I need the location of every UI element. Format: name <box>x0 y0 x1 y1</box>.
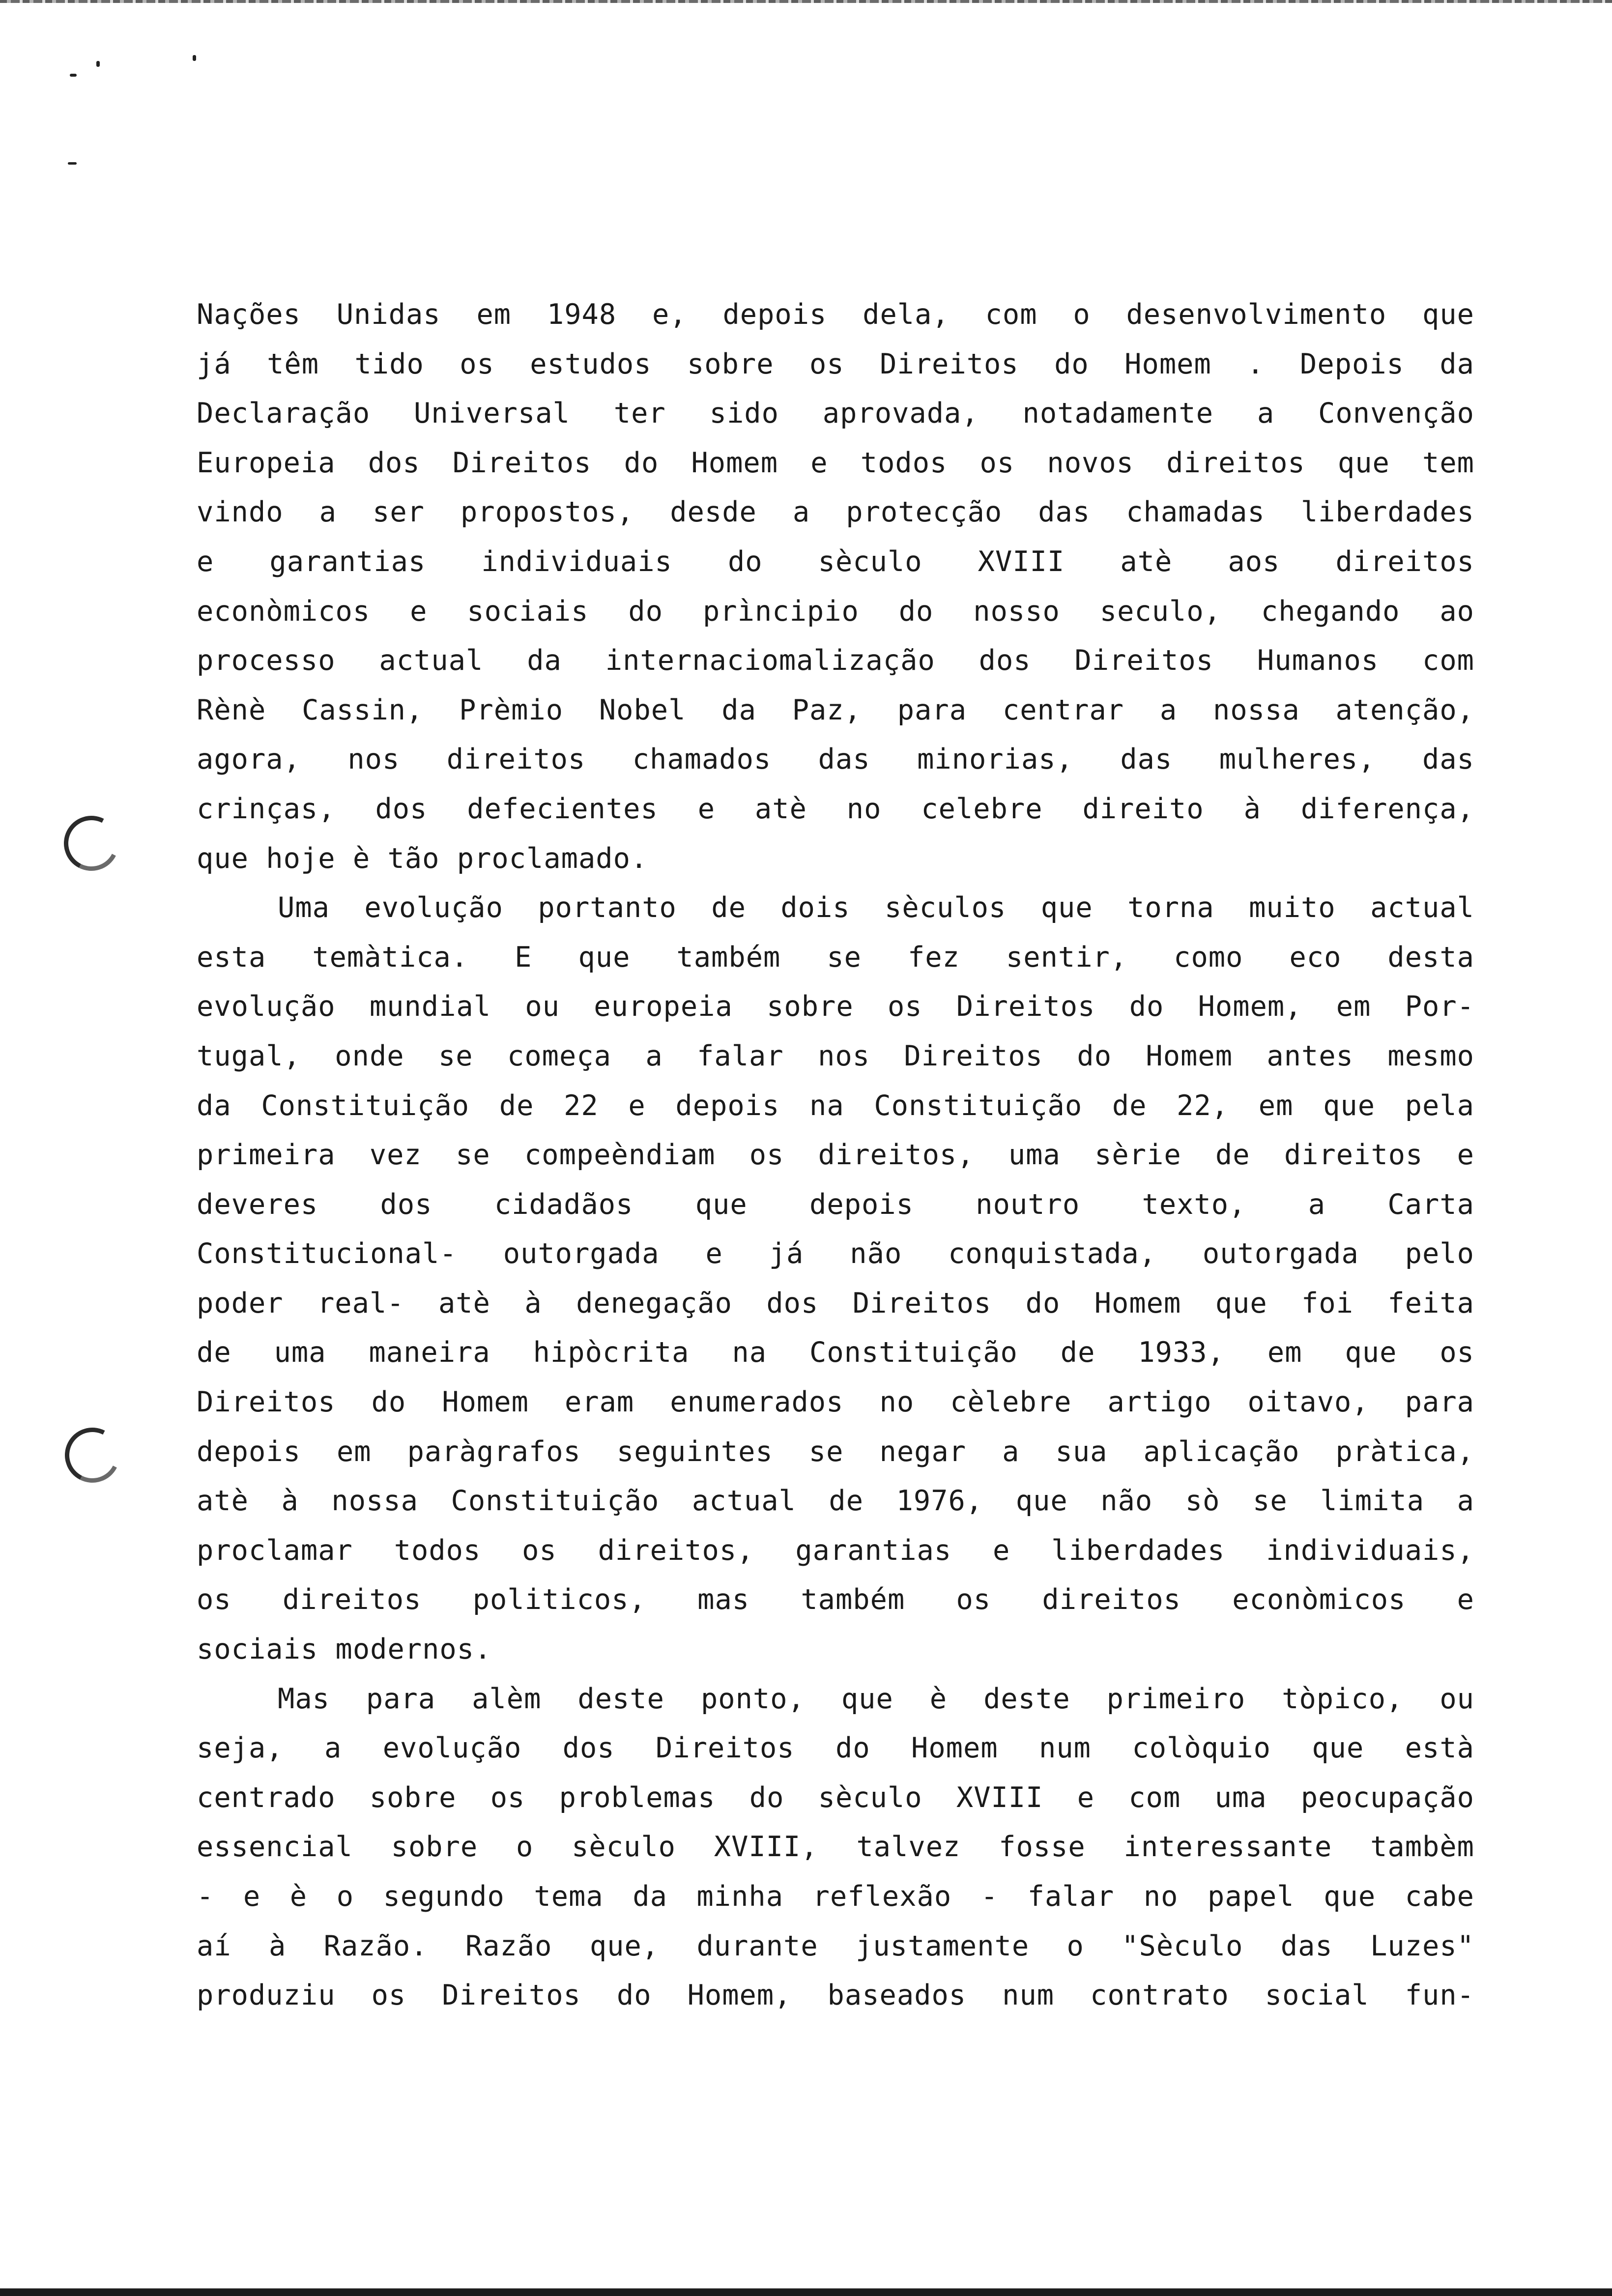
text-line: crinças, dos defecientes e atè no celebre direito à diferença, <box>197 792 1474 825</box>
text-line: atè à nossa Constituição actual de 1976, que não sò se limita a <box>197 1485 1474 1518</box>
scan-speck <box>68 162 77 165</box>
text-line: esta temàtica. E que também se fez sentir, como eco desta <box>197 941 1474 974</box>
text-line: Direitos do Homem eram enumerados no cèlebre artigo oitavo, para <box>197 1386 1474 1419</box>
text-line: processo actual da internaciomalização dos Direitos Humanos com <box>197 644 1474 677</box>
text-line: e garantias individuais do sèculo XVIII atè aos direitos <box>197 545 1474 578</box>
text-line: econòmicos e sociais do prìncipio do nosso seculo, chegando ao <box>197 595 1474 628</box>
text-line: Declaração Universal ter sido aprovada, notadamente a Convenção <box>197 397 1474 430</box>
text-line: proclamar todos os direitos, garantias e liberdades individuais, <box>197 1534 1474 1567</box>
text-line: depois em paràgrafos seguintes se negar a sua aplicação pràtica, <box>197 1435 1474 1468</box>
scan-bottom-edge <box>0 2285 1612 2296</box>
scan-top-edge <box>0 0 1612 3</box>
text-line: Constitucional- outorgada e já não conquistada, outorgada pelo <box>197 1237 1474 1270</box>
text-line: que hoje è tão proclamado. <box>197 842 648 875</box>
text-line: poder real- atè à denegação dos Direitos do Homem que foi feita <box>197 1287 1474 1320</box>
text-line: essencial sobre o sèculo XVIII, talvez fosse interessante tambèm <box>197 1831 1474 1864</box>
text-line: da Constituição de 22 e depois na Constituição de 22, em que pela <box>197 1089 1474 1122</box>
text-line: já têm tido os estudos sobre os Direitos do Homem . Depois da <box>197 347 1474 380</box>
text-line: aí à Razão. Razão que, durante justamente o "Sèculo das Luzes" <box>197 1929 1474 1962</box>
scan-speck <box>193 55 196 61</box>
text-line: deveres dos cidadãos que depois noutro texto, a Carta <box>197 1188 1474 1221</box>
punch-hole-mark <box>58 1420 127 1490</box>
text-line: tugal, onde se começa a falar nos Direitos do Homem antes mesmo <box>197 1039 1474 1072</box>
text-line: Rènè Cassin, Prèmio Nobel da Paz, para centrar a nossa atenção, <box>197 693 1474 726</box>
text-line: evolução mundial ou europeia sobre os Direitos do Homem, em Por- <box>197 990 1474 1023</box>
text-line: produziu os Direitos do Homem, baseados num contrato social fun- <box>197 1979 1474 2012</box>
text-line: vindo a ser propostos, desde a protecção das chamadas liberdades <box>197 496 1474 529</box>
text-line: de uma maneira hipòcrita na Constituição de 1933, em que os <box>197 1336 1474 1369</box>
text-line: sociais modernos. <box>197 1633 492 1666</box>
text-line: Mas para alèm deste ponto, que è deste primeiro tòpico, ou <box>278 1682 1474 1715</box>
text-line: primeira vez se compeèndiam os direitos, uma sèrie de direitos e <box>197 1139 1474 1172</box>
punch-hole-mark <box>57 808 126 878</box>
scan-speck <box>96 61 100 67</box>
scan-speck <box>70 74 77 77</box>
text-line: Europeia dos Direitos do Homem e todos os novos direitos que tem <box>197 446 1474 479</box>
text-line: Uma evolução portanto de dois sèculos que torna muito actual <box>278 891 1474 924</box>
text-line: - e è o segundo tema da minha reflexão - falar no papel que cabe <box>197 1880 1474 1913</box>
text-line: os direitos politicos, mas também os direitos econòmicos e <box>197 1583 1474 1616</box>
text-line: agora, nos direitos chamados das minorias, das mulheres, das <box>197 743 1474 776</box>
text-line: seja, a evolução dos Direitos do Homem num colòquio que està <box>197 1732 1474 1765</box>
text-line: centrado sobre os problemas do sèculo XVIII e com uma peocupação <box>197 1781 1474 1814</box>
document-body <box>197 290 1474 2020</box>
text-line: Nações Unidas em 1948 e, depois dela, com o desenvolvimento que <box>197 298 1474 331</box>
